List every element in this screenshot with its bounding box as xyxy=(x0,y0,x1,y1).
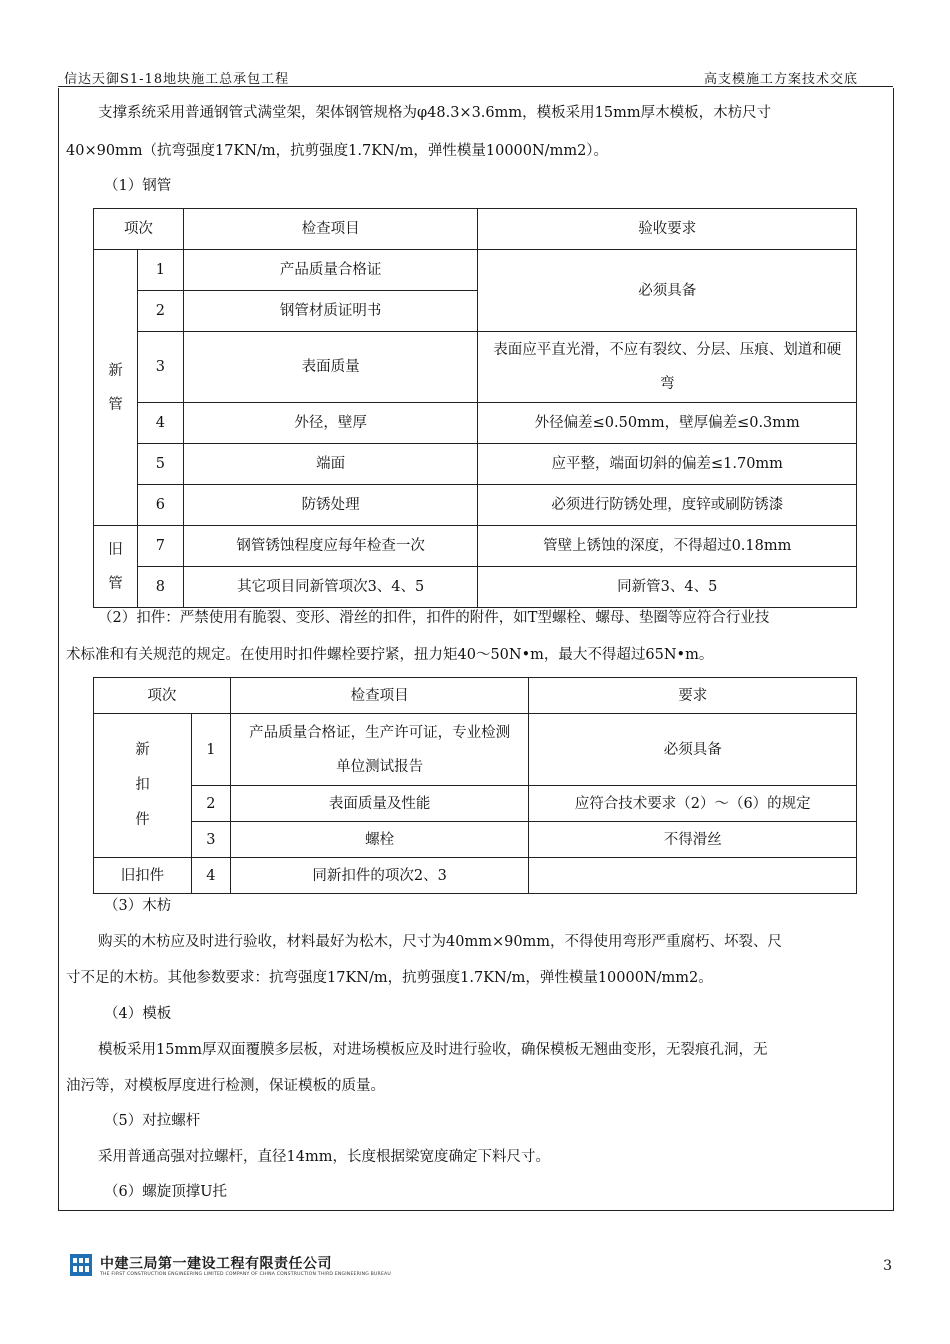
row-no: 3 xyxy=(137,332,183,403)
row-item: 表面质量 xyxy=(183,332,478,403)
table-row xyxy=(94,526,857,567)
tie-bolt-heading: （5）对拉螺杆 xyxy=(104,1113,201,1129)
header-rule xyxy=(58,86,893,87)
table-header-row xyxy=(94,209,857,250)
row-requirement: 应符合技术要求（2）～（6）的规定 xyxy=(529,786,857,822)
row-no: 1 xyxy=(191,714,230,786)
row-item: 螺栓 xyxy=(230,822,529,858)
table-row xyxy=(94,403,857,444)
tie-bolt-line: 采用普通高强对拉螺杆，直径14mm，长度根据梁宽度确定下料尺寸。 xyxy=(98,1149,550,1165)
row-requirement: 不得滑丝 xyxy=(529,822,857,858)
table-row xyxy=(94,714,857,786)
intro-line-1: 支撑系统采用普通钢管式满堂架，架体钢管规格为φ48.3×3.6mm，模板采用15mm厚木模板，木枋尺寸 xyxy=(98,105,772,121)
row-no: 2 xyxy=(137,291,183,332)
row-no: 3 xyxy=(191,822,230,858)
row-requirement: 必须进行防锈处理，度锌或刷防锈漆 xyxy=(478,485,857,526)
formwork-heading: （4）模板 xyxy=(104,1006,172,1022)
row-no: 4 xyxy=(191,858,230,894)
row-item: 端面 xyxy=(183,444,478,485)
row-requirement: 表面应平直光滑，不应有裂纹、分层、压痕、划道和硬弯 xyxy=(478,332,857,403)
row-item: 产品质量合格证，生产许可证，专业检测单位测试报告 xyxy=(230,714,529,786)
group-new-pipe: 新 管 xyxy=(94,250,138,526)
row-item: 防锈处理 xyxy=(183,485,478,526)
header-document-title: 高支模施工方案技术交底 xyxy=(703,72,858,87)
table-row xyxy=(94,786,857,822)
clamp-line-1: （2）扣件：严禁使用有脆裂、变形、滑丝的扣件，扣件的附件，如T型螺栓、螺母、垫圈等应符合行业技 xyxy=(98,610,770,626)
formwork-line-1: 模板采用15mm厚双面覆膜多层板，对进场模板应及时进行验收，确保模板无翘曲变形，无裂痕孔洞，无 xyxy=(98,1042,768,1058)
wood-line-2: 寸不足的木枋。其他参数要求：抗弯强度17KN/m，抗剪强度1.7KN/m，弹性模量10000N/mm2。 xyxy=(66,970,713,986)
group-old-clamp: 旧扣件 xyxy=(94,858,192,894)
row-item: 同新扣件的项次2、3 xyxy=(230,858,529,894)
row-no: 2 xyxy=(191,786,230,822)
row-item: 钢管锈蚀程度应每年检查一次 xyxy=(183,526,478,567)
company-logo-icon xyxy=(70,1254,92,1276)
row-no: 1 xyxy=(137,250,183,291)
table-row xyxy=(94,332,857,403)
header-project-name: 信达天御S1-18地块施工总承包工程 xyxy=(64,72,290,87)
header-requirement: 要求 xyxy=(529,678,857,714)
company-name-en: THE FIRST CONSTRUCTION ENGINEERING LIMITED COMPANY OF CHINA CONSTRUCTION THIRD ENGINEERING BUREAU xyxy=(100,1272,391,1277)
table-header-row xyxy=(94,678,857,714)
company-name-cn: 中建三局第一建设工程有限责任公司 xyxy=(100,1256,332,1272)
screw-jack-heading: （6）螺旋顶撑U托 xyxy=(104,1184,227,1200)
row-requirement: 必须具备 xyxy=(478,250,857,332)
row-item: 外径，壁厚 xyxy=(183,403,478,444)
header-requirement: 验收要求 xyxy=(478,209,857,250)
intro-line-2: 40×90mm（抗弯强度17KN/m，抗剪强度1.7KN/m，弹性模量10000N/mm2）。 xyxy=(66,143,609,159)
steel-heading: （1）钢管 xyxy=(104,178,172,194)
page-number: 3 xyxy=(883,1258,892,1274)
table-row xyxy=(94,485,857,526)
table-row xyxy=(94,567,857,608)
table-row xyxy=(94,858,857,894)
table-row xyxy=(94,822,857,858)
row-item: 其它项目同新管项次3、4、5 xyxy=(183,567,478,608)
formwork-line-2: 油污等，对模板厚度进行检测，保证模板的质量。 xyxy=(66,1078,385,1094)
row-item: 表面质量及性能 xyxy=(230,786,529,822)
wood-heading: （3）木枋 xyxy=(104,898,172,914)
group-new-clamp: 新 扣 件 xyxy=(94,714,192,858)
row-no: 4 xyxy=(137,403,183,444)
header-item-no: 项次 xyxy=(94,678,231,714)
row-requirement: 外径偏差≤0.50mm，壁厚偏差≤0.3mm xyxy=(478,403,857,444)
header-item-no: 项次 xyxy=(94,209,184,250)
row-requirement: 同新管3、4、5 xyxy=(478,567,857,608)
row-requirement: 必须具备 xyxy=(529,714,857,786)
row-item: 产品质量合格证 xyxy=(183,250,478,291)
steel-pipe-table xyxy=(93,208,857,608)
row-item: 钢管材质证明书 xyxy=(183,291,478,332)
row-no: 6 xyxy=(137,485,183,526)
group-old-pipe: 旧 管 xyxy=(94,526,138,608)
clamp-line-2: 术标准和有关规范的规定。在使用时扣件螺栓要拧紧，扭力矩40～50N•m，最大不得超过65N•m。 xyxy=(66,647,714,663)
header-check-item: 检查项目 xyxy=(230,678,529,714)
row-no: 7 xyxy=(137,526,183,567)
table-row xyxy=(94,444,857,485)
header-check-item: 检查项目 xyxy=(183,209,478,250)
clamp-table xyxy=(93,677,857,894)
table-row xyxy=(94,250,857,291)
row-no: 5 xyxy=(137,444,183,485)
wood-line-1: 购买的木枋应及时进行验收，材料最好为松木，尺寸为40mm×90mm，不得使用弯形严重腐朽、坏裂、尺 xyxy=(98,934,783,950)
row-no: 8 xyxy=(137,567,183,608)
row-requirement: 应平整，端面切斜的偏差≤1.70mm xyxy=(478,444,857,485)
row-requirement xyxy=(529,858,857,894)
row-requirement: 管壁上锈蚀的深度，不得超过0.18mm xyxy=(478,526,857,567)
